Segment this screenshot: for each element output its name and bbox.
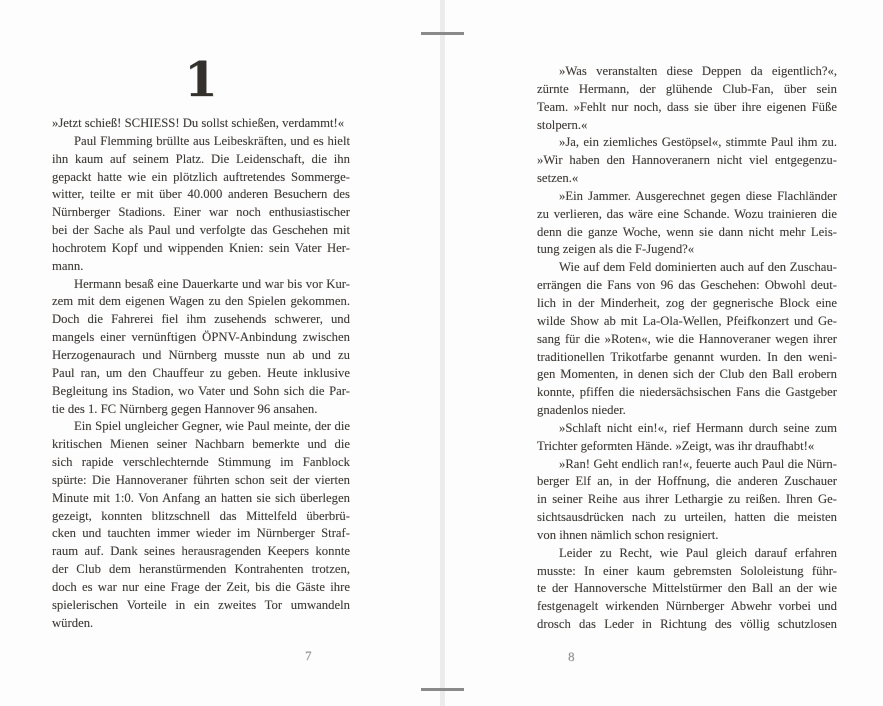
- text-line: in seiner Reihe aus ihrer Lethargie zu reißen. Ihren Ge-: [537, 492, 837, 507]
- text-line: festgenagelt wirkenden Nürnberger Abwehr vorbei und: [537, 599, 837, 614]
- text-line: kritischen Mienen seiner Nachbarn bemerkte und die: [52, 437, 350, 452]
- text-line: gezeigt, konnten blitzschnell das Mittelfeld überbrü-: [52, 508, 350, 523]
- text-line: Hermann besaß eine Dauerkarte und war bis vor Kur-: [74, 276, 350, 291]
- text-line: tung zeigen als die F-Jugend?«: [537, 242, 695, 257]
- text-line: Paul ran, um den Chauffeur zu geben. Heute inklusive: [52, 365, 350, 380]
- text-line: lich in der Minderheit, zog der gegnerische Block eine: [537, 295, 837, 310]
- text-line: zem mit dem eigenen Wagen zu den Spielen gekommen.: [52, 294, 350, 309]
- text-line: musste: In einer kaum gebremsten Sololeistung führ-: [537, 563, 837, 578]
- text-line: zu verlieren, das wäre eine Schande. Wozu trainieren die: [537, 206, 837, 221]
- text-line: der Club dem heranstürmenden Kontrahenten trotzen,: [52, 562, 350, 577]
- text-line: gepackt hatte wie ein plötzlich auftretendes Sommerge-: [52, 169, 350, 184]
- text-line: Wie auf dem Feld dominierten auch auf den Zuschau-: [559, 260, 837, 275]
- bottom-crop-mark-icon: [421, 688, 464, 691]
- text-line: »Was veranstalten diese Deppen da eigentlich?«,: [559, 64, 837, 78]
- text-line: spielerischen Vorteile in ein zweites Tor umwandeln: [52, 597, 350, 612]
- right-page-number: 8: [568, 649, 575, 664]
- text-line: spürte: Die Hannoveraner führten schon seit der vierten: [52, 472, 350, 487]
- left-page-number: 7: [305, 648, 312, 663]
- text-line: raum auf. Dank seines herausragenden Keepers konnte: [52, 544, 350, 559]
- text-line: »Wir haben den Hannoveranern nicht viel entgegenzu-: [537, 153, 837, 168]
- text-line: Doch die Fahrerei fiel ihm zusehends schwerer, und: [52, 312, 350, 327]
- text-line: wilde Show ab mit La-Ola-Wellen, Pfeifkonzert und Ge-: [537, 313, 837, 328]
- text-line: ihn kaum auf seinem Platz. Die Leidenschaft, die ihn: [52, 151, 350, 166]
- text-line: sich rapide verschlechternde Stimmung im Fanblock: [52, 455, 350, 470]
- text-line: witter, teilte er mit über 40.000 anderen Besuchern des: [52, 187, 350, 202]
- text-line: Nürnberger Stadions. Einer war noch enthusiastischer: [52, 205, 350, 220]
- text-line: te der Hannoversche Mittelstürmer den Ball an der wie: [537, 581, 837, 596]
- text-line: mangels einer vernünftigen ÖPNV-Anbindung zwischen: [52, 330, 350, 345]
- text-line: konnte, pfiffen die niedersächsischen Fans die Gastgeber: [537, 385, 837, 400]
- text-line: Paul Flemming brüllte aus Leibeskräften, und es hielt: [74, 133, 350, 148]
- text-line: drosch das Leder in Richtung des völlig schutzlosen: [537, 617, 837, 632]
- page-gutter-divider: [440, 0, 445, 706]
- text-line: zürnte Hermann, der glühende Club-Fan, über sein: [537, 81, 837, 96]
- text-line: errängen die Fans von 96 das Geschehen: Obwohl deut-: [537, 278, 837, 293]
- text-line: von ihnen nämlich schon resigniert.: [537, 527, 719, 542]
- text-line: »Jetzt schieß! SCHIESS! Du sollst schießen, verdammt!«: [52, 116, 345, 130]
- text-line: Team. »Fehlt nur noch, dass sie über ihre eigenen Füße: [537, 99, 837, 114]
- text-line: »Schlaft nicht ein!«, rief Hermann durch seine zum: [559, 420, 837, 435]
- right-page-text: [537, 63, 837, 634]
- text-line: Herzogenaurach und Nürnberg musste nun ab und zu: [52, 347, 350, 362]
- chapter-number-heading: 1: [184, 52, 218, 108]
- text-line: Begleitung ins Stadion, wo Vater und Sohn sich die Par-: [52, 383, 350, 398]
- text-line: »Ja, ein ziemliches Gestöpsel«, stimmte Paul ihm zu.: [559, 135, 837, 150]
- left-page-text: [52, 115, 350, 632]
- text-line: würden.: [52, 615, 94, 630]
- text-line: tie des 1. FC Nürnberg gegen Hannover 96 ansahen.: [52, 401, 318, 416]
- text-line: doch es war nur eine Frage der Zeit, bis die Gäste ihre: [52, 579, 350, 594]
- text-line: mann.: [52, 258, 84, 273]
- top-crop-mark-icon: [421, 32, 464, 35]
- text-line: stolpern.«: [537, 117, 588, 132]
- text-line: sang für die »Roten«, wie die Hannoveraner wegen ihrer: [537, 331, 837, 346]
- text-line: cken und tauchten immer wieder im Nürnberger Straf-: [52, 526, 350, 541]
- text-line: »Ein Jammer. Ausgerechnet gegen diese Flachländer: [559, 188, 837, 203]
- text-line: Minute mit 1:0. Von Anfang an hatten sie sich überlegen: [52, 490, 350, 505]
- text-line: denn die ganze Woche, wenn sie dann nicht mehr Leis-: [537, 224, 837, 239]
- text-line: bei der Sache als Paul und verfolgte das Geschehen mit: [52, 223, 350, 238]
- text-line: setzen.«: [537, 171, 579, 186]
- text-line: hochrotem Kopf und wippenden Knien: sein Vater Her-: [52, 240, 350, 255]
- text-line: Leider zu Recht, wie Paul gleich darauf erfahren: [559, 545, 837, 560]
- text-line: gnadenlos nieder.: [537, 403, 626, 418]
- text-line: gen Momenten, in denen sich der Club den Ball erobern: [537, 367, 837, 382]
- text-line: »Ran! Geht endlich ran!«, feuerte auch Paul die Nürn-: [559, 456, 837, 471]
- text-line: Ein Spiel ungleicher Gegner, wie Paul meinte, der die: [74, 419, 350, 434]
- text-line: berger Elf an, in der Hoffnung, die anderen Zuschauer: [537, 474, 837, 489]
- text-line: traditionellen Trikotfarbe genannt wurden. In den weni-: [537, 349, 837, 364]
- text-line: Trichter geformten Hände. »Zeigt, was ihr draufhabt!«: [537, 438, 815, 453]
- text-line: sichtsausdrücken nach zu urteilen, hatten die meisten: [537, 510, 837, 525]
